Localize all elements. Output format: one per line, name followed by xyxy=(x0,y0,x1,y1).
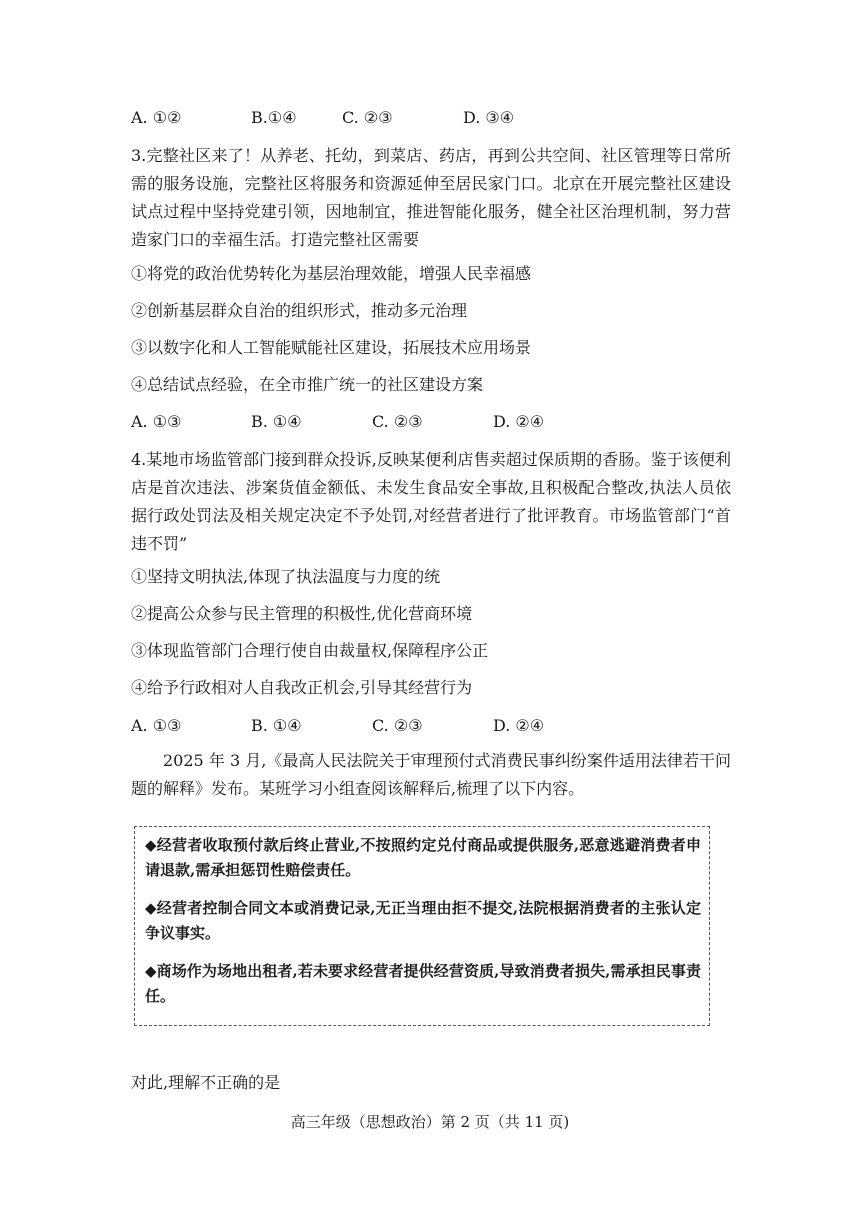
q3-stem: 3.完整社区来了！从养老、托幼，到菜店、药店，再到公共空间、社区管理等日常所需的服务设施，完整社区将服务和资源延伸至居民家门口。北京在开展完整社区建设试点过程中坚持党建引领，因地制宜，推进智能化服务，健全社区治理机制，努力营造家门口的幸福生活。打造完整社区需要 xyxy=(131,146,731,249)
material-box-item-1: ◆经营者收取预付款后终止营业,不按照约定兑付商品或提供服务,恶意逃避消费者申请退款,需承担惩罚性赔偿责任。 xyxy=(145,836,701,879)
q3-option-b: B. ①④ xyxy=(251,412,302,431)
q4-item-3: ③体现监管部门合理行使自由裁量权,保障程序公正 xyxy=(131,641,489,660)
q4-item-4: ④给予行政相对人自我改正机会,引导其经营行为 xyxy=(131,678,473,697)
material-intro: 2025 年 3 月,《最高人民法院关于审理预付式消费民事纠纷案件适用法律若干问题的解释》发布。某班学习小组查阅该解释后,梳理了以下内容。 xyxy=(131,751,731,798)
q4-option-c: C. ②③ xyxy=(372,716,423,735)
q3-item-4: ④总结试点经验，在全市推广统一的社区建设方案 xyxy=(131,375,484,394)
material-box-item-2: ◆经营者控制合同文本或消费记录,无正当理由拒不提交,法院根据消费者的主张认定争议事实。 xyxy=(145,899,701,942)
q4-item-1: ①坚持文明执法,体现了执法温度与力度的统 xyxy=(131,567,441,586)
q4-option-d: D. ②④ xyxy=(493,716,545,735)
page-footer: 高三年级（思想政治）第 2 页（共 11 页) xyxy=(290,1113,570,1131)
q4-option-a: A. ①③ xyxy=(131,716,182,735)
q3-item-2: ②创新基层群众自治的组织形式，推动多元治理 xyxy=(131,301,468,320)
q5-question: 对此,理解不正确的是 xyxy=(131,1073,281,1092)
q2-option-a: A. ①② xyxy=(131,108,182,127)
q2-option-c: C. ②③ xyxy=(342,108,393,127)
q2-option-b: B.①④ xyxy=(251,108,297,127)
material-box xyxy=(134,826,710,1026)
q3-option-a: A. ①③ xyxy=(131,412,182,431)
q3-option-c: C. ②③ xyxy=(372,412,423,431)
q4-item-2: ②提高公众参与民主管理的积极性,优化营商环境 xyxy=(131,604,473,623)
q4-stem: 4.某地市场监管部门接到群众投诉,反映某便利店售卖超过保质期的香肠。鉴于该便利店是首次违法、涉案货值金额低、未发生食品安全事故,且积极配合整改,执法人员依据行政处罚法及相关规定决定不予处罚,对经营者进行了批评教育。市场监管部门“首违不罚” xyxy=(131,450,731,553)
q4-option-b: B. ①④ xyxy=(251,716,302,735)
q3-item-3: ③以数字化和人工智能赋能社区建设，拓展技术应用场景 xyxy=(131,338,532,357)
q2-option-d: D. ③④ xyxy=(463,108,515,127)
material-box-item-3: ◆商场作为场地出租者,若未要求经营者提供经营资质,导致消费者损失,需承担民事责任。 xyxy=(145,962,701,1005)
q3-item-1: ①将党的政治优势转化为基层治理效能，增强人民幸福感 xyxy=(131,264,532,283)
q3-option-d: D. ②④ xyxy=(493,412,545,431)
